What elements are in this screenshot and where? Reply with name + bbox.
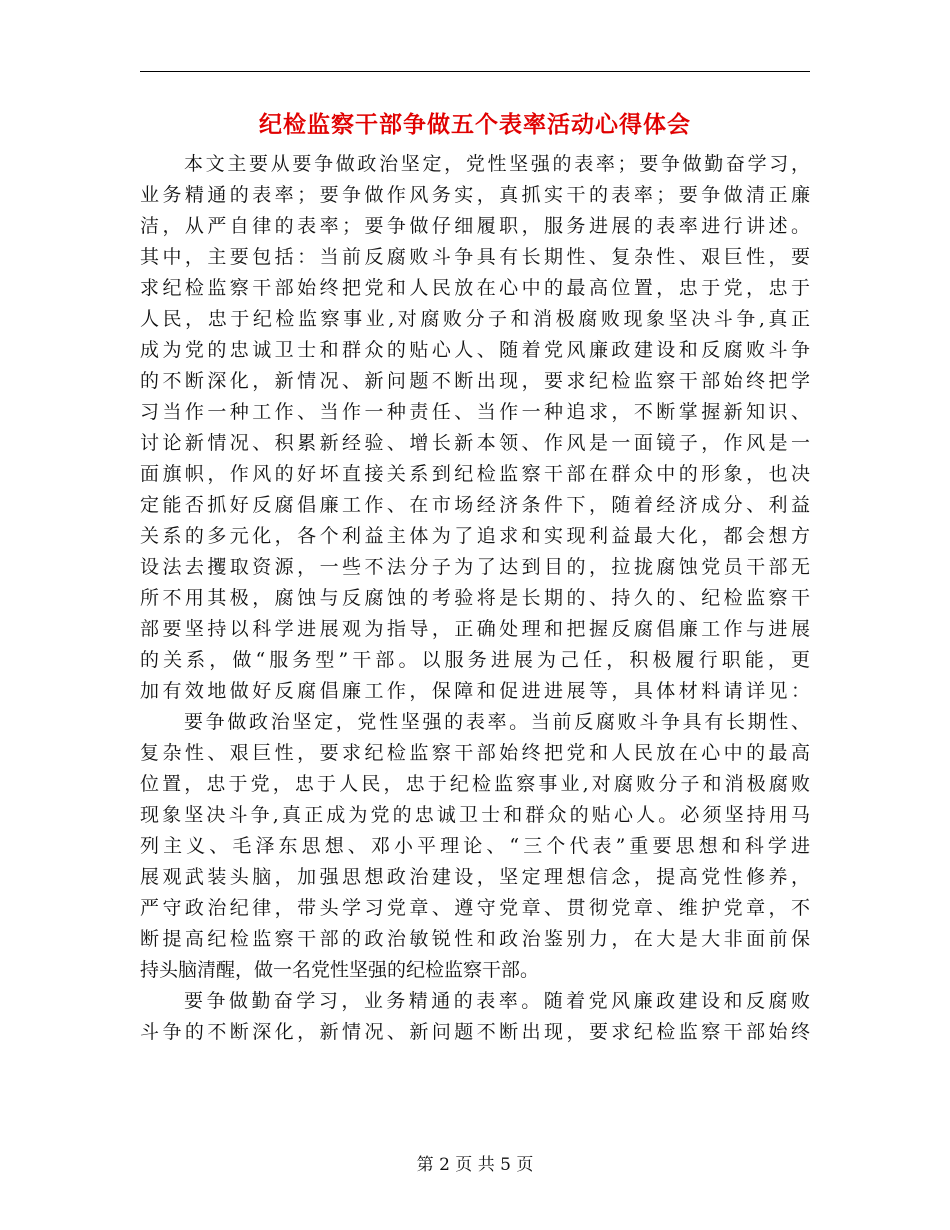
body-line: 的不断深化，新情况、新问题不断出现，要求纪检监察干部始终把学 (140, 370, 810, 392)
body-line: 关系的多元化，各个利益主体为了追求和实现利益最大化，都会想方 (140, 525, 810, 547)
body-line: 断提高纪检监察干部的政治敏锐性和政治鉴别力，在大是大非面前保 (140, 928, 810, 950)
body-line: 要争做政治坚定，党性坚强的表率。当前反腐败斗争具有长期性、 (184, 711, 810, 733)
body-line: 面旗帜，作风的好坏直接关系到纪检监察干部在群众中的形象，也决 (140, 463, 810, 485)
body-line: 复杂性、艰巨性，要求纪检监察干部始终把党和人民放在心中的最高 (140, 742, 810, 764)
body-line: 位置，忠于党，忠于人民，忠于纪检监察事业,对腐败分子和消极腐败 (140, 773, 810, 795)
body-line: 洁，从严自律的表率；要争做仔细履职，服务进展的表率进行讲述。 (140, 215, 810, 237)
body-line: 设法去攫取资源，一些不法分子为了达到目的，拉拢腐蚀党员干部无 (140, 556, 810, 578)
body-line: 展观武装头脑，加强思想政治建设，坚定理想信念，提高党性修养， (140, 866, 810, 888)
body-line: 定能否抓好反腐倡廉工作、在市场经济条件下，随着经济成分、利益 (140, 494, 810, 516)
document-title: 纪检监察干部争做五个表率活动心得体会 (259, 112, 691, 138)
body-line: 持头脑清醒，做一名党性坚强的纪检监察干部。 (140, 959, 540, 981)
body-line: 部要坚持以科学进展观为指导，正确处理和把握反腐倡廉工作与进展 (140, 618, 810, 640)
body-line: 求纪检监察干部始终把党和人民放在心中的最高位置，忠于党，忠于 (140, 277, 810, 299)
body-line: 其中，主要包括：当前反腐败斗争具有长期性、复杂性、艰巨性，要 (140, 246, 810, 268)
body-line: 列主义、毛泽东思想、邓小平理论、“三个代表”重要思想和科学进 (140, 835, 810, 857)
body-line: 成为党的忠诚卫士和群众的贴心人、随着党风廉政建设和反腐败斗争 (140, 339, 810, 361)
body-line: 要争做勤奋学习，业务精通的表率。随着党风廉政建设和反腐败 (184, 990, 810, 1012)
body-line: 人民，忠于纪检监察事业,对腐败分子和消极腐败现象坚决斗争,真正 (140, 308, 810, 330)
body-line: 现象坚决斗争,真正成为党的忠诚卫士和群众的贴心人。必须坚持用马 (140, 804, 810, 826)
body-line: 严守政治纪律，带头学习党章、遵守党章、贯彻党章、维护党章，不 (140, 897, 810, 919)
body-line: 所不用其极，腐蚀与反腐蚀的考验将是长期的、持久的、纪检监察干 (140, 587, 810, 609)
body-line: 本文主要从要争做政治坚定，党性坚强的表率；要争做勤奋学习， (184, 153, 810, 175)
header-rule (140, 71, 810, 72)
body-line: 讨论新情况、积累新经验、增长新本领、作风是一面镜子，作风是一 (140, 432, 810, 454)
document-body (140, 149, 810, 1048)
page-number: 第 2 页 共 5 页 (416, 1155, 534, 1175)
body-line: 业务精通的表率；要争做作风务实，真抓实干的表率；要争做清正廉 (140, 184, 810, 206)
body-line: 斗争的不断深化，新情况、新问题不断出现，要求纪检监察干部始终 (140, 1021, 810, 1043)
body-line: 加有效地做好反腐倡廉工作，保障和促进进展等，具体材料请详见： (140, 680, 810, 702)
body-line: 的关系，做“服务型”干部。以服务进展为己任，积极履行职能，更 (140, 649, 810, 671)
body-line: 习当作一种工作、当作一种责任、当作一种追求，不断掌握新知识、 (140, 401, 810, 423)
